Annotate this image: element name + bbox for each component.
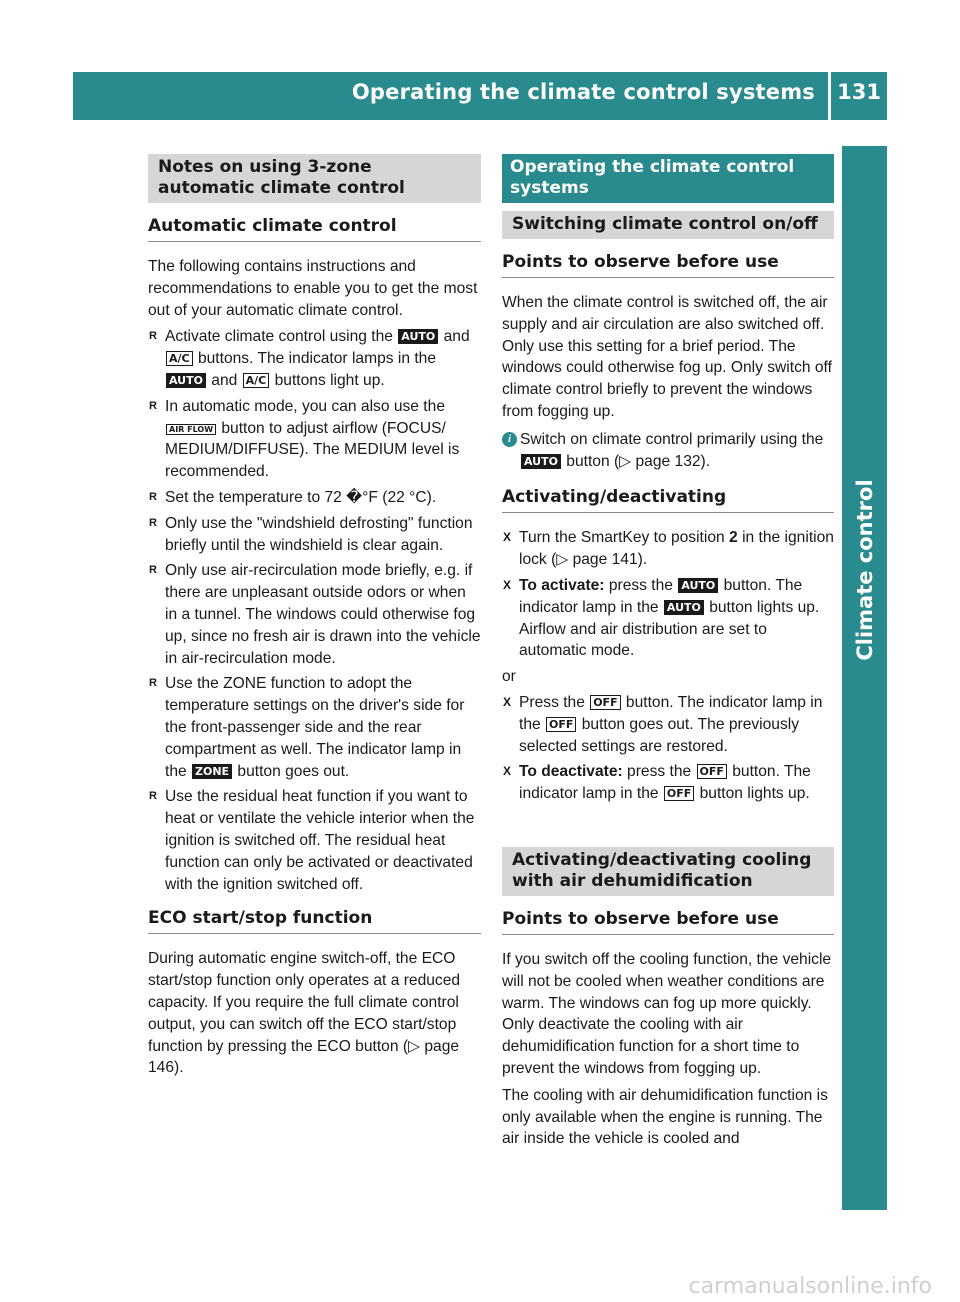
auto-key-icon: AUTO	[398, 329, 438, 344]
ac-key-icon: A/C	[243, 373, 270, 388]
info-note: i Switch on climate control primarily using the AUTO button (▷ page 132).	[502, 429, 834, 473]
steps-list-2	[502, 692, 834, 805]
auto-key-icon: AUTO	[166, 373, 206, 388]
eco-paragraph: During automatic engine switch-off, the ECO start/stop function only operates at a reduced capacity. If you require the full climate control output, you can switch off the ECO start/stop function by pressing the ECO button (▷ page 146).	[148, 950, 461, 1077]
page-number: 131	[837, 80, 881, 104]
ac-key-icon: A/C	[166, 351, 193, 366]
list-item: R Use the ZONE function to adopt the temperature settings on the driver's side for the front-passenger side and the rear compartment as well. The indicator lamp in the ZONE button goes out.	[148, 673, 481, 782]
list-item: R Use the residual heat function if you want to heat or ventilate the vehicle interior when the ignition is switched off. The residual heat function can only be activated or deactivated with the ignition switched off.	[148, 786, 481, 895]
cooling-paragraph-2: The cooling with air dehumidification function is only available when the engine is running. The air inside the vehicle is cooled and	[502, 1086, 828, 1148]
side-tab	[842, 190, 887, 1210]
header-title: Operating the climate control systems	[351, 80, 815, 104]
info-icon: i	[502, 432, 517, 447]
activating-heading: Activating/deactivating	[502, 486, 834, 513]
steps-list	[502, 527, 834, 662]
auto-key-icon: AUTO	[521, 454, 561, 469]
list-item: R Only use the "windshield defrosting" function briefly until the windshield is clear again.	[148, 513, 481, 557]
section-title: Operating the climate control systems	[502, 154, 834, 203]
list-item: X Press the OFF button. The indicator lamp in the OFF button goes out. The previously selected settings are restored.	[502, 692, 834, 757]
left-column	[148, 154, 481, 1084]
off-key-icon: OFF	[546, 717, 576, 732]
header-divider	[828, 72, 831, 120]
points-heading-2: Points to observe before use	[502, 908, 834, 935]
list-item: R In automatic mode, you can also use the AIR FLOW button to adjust airflow (FOCUS/ MEDIUM/DIFFUSE). The MEDIUM level is recommended.	[148, 396, 481, 483]
off-key-icon: OFF	[590, 695, 620, 710]
side-tab-label: Climate control	[852, 479, 877, 661]
off-key-icon: OFF	[697, 764, 727, 779]
off-key-icon: OFF	[664, 786, 694, 801]
notes-list	[148, 326, 481, 895]
right-column	[502, 154, 834, 1155]
points-heading: Points to observe before use	[502, 251, 834, 278]
switch-section-title: Switching climate control on/off	[502, 211, 834, 239]
list-item: R Set the temperature to 72 �°F (22 °C).	[148, 487, 481, 509]
list-item: X To deactivate: press the OFF button. The indicator lamp in the OFF button lights up.	[502, 761, 834, 805]
auto-climate-heading: Automatic climate control	[148, 215, 481, 242]
side-tab-cap	[842, 146, 887, 190]
airflow-key-icon: AIR FLOW	[166, 424, 216, 435]
auto-key-icon: AUTO	[678, 578, 718, 593]
list-item: X Turn the SmartKey to position 2 in the ignition lock (▷ page 141).	[502, 527, 834, 571]
zone-key-icon: ZONE	[192, 764, 232, 779]
watermark: carmanualsonline.info	[688, 1274, 932, 1299]
list-item: R Activate climate control using the AUTO and A/C buttons. The indicator lamps in the AUTO and A/C buttons light up.	[148, 326, 481, 391]
cooling-section-title: Activating/deactivating cooling with air dehumidification	[502, 847, 834, 896]
intro-paragraph: The following contains instructions and recommendations to enable you to get the most out of your automatic climate control.	[148, 258, 478, 319]
eco-heading: ECO start/stop function	[148, 907, 481, 934]
list-item: X To activate: press the AUTO button. The indicator lamp in the AUTO button lights up. Airflow and air distribution are set to automatic mode.	[502, 575, 834, 662]
points-paragraph: When the climate control is switched off, the air supply and air circulation are also switched off. Only use this setting for a brief period. The windows could otherwise fog up. Only switch off climate control briefly to prevent the windows from fogging up.	[502, 294, 832, 420]
or-text: or	[502, 668, 516, 686]
cooling-paragraph-1: If you switch off the cooling function, the vehicle will not be cooled when weather conditions are warm. The windows can fog up more quickly. Only deactivate the cooling with air dehumidification function for a short time to prevent the windows from fogging up.	[502, 950, 832, 1077]
list-item: R Only use air-recirculation mode briefly, e.g. if there are unpleasant outside odors or when in a tunnel. The windows could otherwise fog up, since no fresh air is drawn into the vehicle in air-recirculation mode.	[148, 560, 481, 669]
auto-key-icon: AUTO	[664, 600, 704, 615]
notes-section-title: Notes on using 3-zone automatic climate control	[148, 154, 481, 203]
page-header	[73, 72, 887, 120]
